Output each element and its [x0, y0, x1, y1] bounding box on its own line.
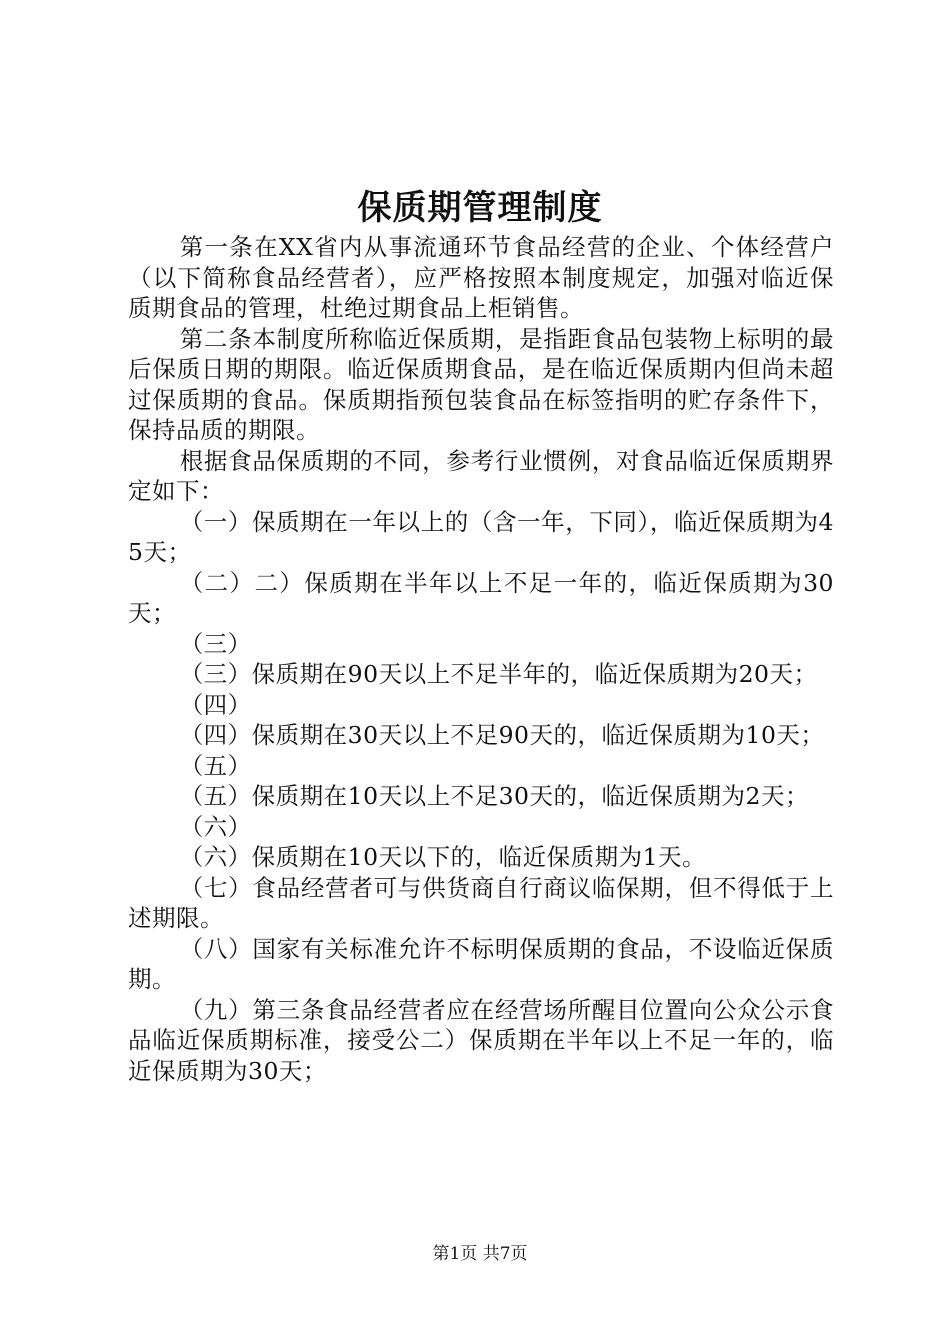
- paragraph: （三）: [179, 629, 252, 658]
- paragraph: （二）二）保质期在半年以上不足一年的，临近保质期为30天；: [128, 568, 834, 627]
- paragraph: （六）: [179, 812, 252, 841]
- paragraph: 根据食品保质期的不同，参考行业惯例，对食品临近保质期界定如下：: [128, 446, 834, 505]
- page-footer: 第1页 共7页: [432, 1244, 528, 1264]
- paragraph: （四）: [179, 690, 252, 719]
- paragraph: （一）保质期在一年以上的（含一年，下同），临近保质期为45天；: [128, 507, 834, 566]
- paragraph: （五）: [179, 751, 252, 780]
- paragraph: （七）食品经营者可与供货商自行商议临保期，但不得低于上述期限。: [128, 873, 834, 932]
- paragraph: （八）国家有关标准允许不标明保质期的食品，不设临近保质期。: [128, 934, 834, 993]
- paragraph: （五）保质期在10天以上不足30天的，临近保质期为2天；: [179, 782, 809, 810]
- document-body: [128, 232, 834, 1086]
- paragraph: 第二条本制度所称临近保质期，是指距食品包装物上标明的最后保质日期的期限。临近保质期食品，是在临近保质期内但尚未超过保质期的食品。保质期指预包装食品在标签指明的贮存条件下，保持品质的期限。: [128, 324, 834, 444]
- paragraph: （九）第三条食品经营者应在经营场所醒目位置向公众公示食品临近保质期标准，接受公二）保质期在半年以上不足一年的，临近保质期为30天；: [128, 995, 834, 1085]
- paragraph: （三）保质期在90天以上不足半年的，临近保质期为20天；: [179, 660, 818, 688]
- paragraph: （六）保质期在10天以下的，临近保质期为1天。: [179, 843, 707, 871]
- paragraph: 第一条在XX省内从事流通环节食品经营的企业、个体经营户（以下简称食品经营者），应严格按照本制度规定，加强对临近保质期食品的管理，杜绝过期食品上柜销售。: [128, 233, 834, 322]
- document-title: 保质期管理制度: [357, 188, 603, 228]
- paragraph: （四）保质期在30天以上不足90天的，临近保质期为10天；: [179, 721, 825, 749]
